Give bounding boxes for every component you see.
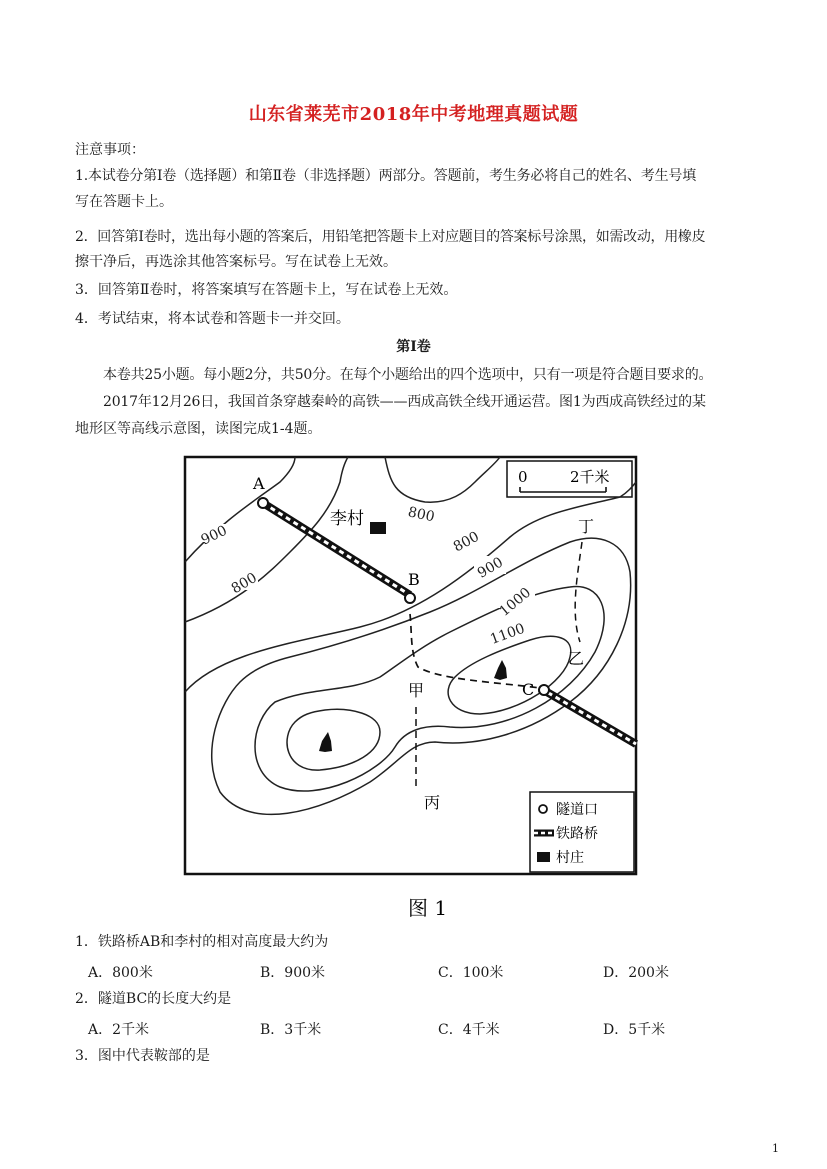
notice-heading: 注意事项： [75,142,145,158]
notice-item-4: 4．考试结束，将本试卷和答题卡一并交回。 [75,311,350,327]
tunnel-portal-C [539,685,549,695]
page-number: 1 [772,1142,779,1155]
place-jia: 甲 [408,681,425,700]
contour-label-1100: 1100 [488,620,528,648]
contour-label-1000: 1000 [496,584,535,620]
passage-line-1: 2017年12月26日，我国首条穿越秦岭的高铁——西成高铁全线开通运营。图1为西成高铁经过的某 [103,394,706,410]
legend [530,792,634,872]
legend-village-label: 村庄 [556,850,584,866]
village-icon [370,522,386,534]
question-3-stem: 3．图中代表鞍部的是 [75,1048,210,1064]
notice-item-3: 3．回答第Ⅱ卷时，将答案填写在答题卡上，写在试卷上无效。 [75,282,458,298]
contour-label-900-west: 900 [198,522,230,549]
section-intro: 本卷共25小题。每小题2分，共50分。在每个小题给出的四个选项中，只有一项是符合题目要求的。 [103,367,713,383]
question-2-option-a[interactable]: A．2千米 [88,1022,150,1038]
scale-distance-label: 2千米 [570,468,610,486]
contour-label-800-middle: 800 [450,528,482,556]
place-bing: 丙 [424,793,441,812]
tunnel-portal-A [258,498,268,508]
question-1-stem: 1．铁路桥AB和李村的相对高度最大约为 [75,934,329,950]
notice-item-1-line-1: 1.本试卷分第Ⅰ卷（选择题）和第Ⅱ卷（非选择题）两部分。答题前，考生务必将自己的姓名、考生号填 [75,168,697,184]
place-ding: 丁 [578,517,595,536]
question-2-option-b[interactable]: B．3千米 [260,1022,322,1038]
legend-village-icon [537,852,550,862]
place-yi: 乙 [568,649,585,668]
question-2-stem: 2．隧道BC的长度大约是 [75,991,232,1007]
legend-bridge-label: 铁路桥 [556,826,598,842]
tunnel-portal-B [405,593,415,603]
question-2-option-c[interactable]: C．4千米 [438,1022,500,1038]
figure-caption: 图 1 [408,896,448,920]
contour-label-800-north: 800 [406,504,436,526]
place-li-village: 李村 [330,509,364,529]
notice-item-2-line-2: 擦干净后，再选涂其他答案标号。写在试卷上无效。 [75,254,397,270]
page-title: 山东省莱芜市2018年中考地理真题试题 [248,104,579,125]
question-1-option-a[interactable]: A．800米 [88,965,153,981]
question-1-option-c[interactable]: C．100米 [438,965,504,981]
point-label-C: C [522,680,535,699]
notice-item-2-line-1: 2．回答第Ⅰ卷时，选出每小题的答案后，用铅笔把答题卡上对应题目的答案标号涂黑，如需改动，用橡皮 [75,229,706,245]
scale-bar [507,461,632,497]
question-2-option-d[interactable]: D．5千米 [603,1022,666,1038]
question-1-option-d[interactable]: D．200米 [603,965,669,981]
scale-zero-label: 0 [518,468,528,486]
notice-item-1-line-2: 写在答题卡上。 [75,194,173,210]
legend-tunnel-label: 隧道口 [556,802,598,818]
passage-line-2: 地形区等高线示意图，读图完成1-4题。 [75,421,322,437]
point-label-B: B [408,570,420,589]
contour-map-figure [180,452,650,932]
point-label-A: A [253,474,265,493]
contour-label-900: 900 [474,554,507,582]
contour-label-800-west: 800 [228,569,260,598]
legend-tunnel-icon [539,805,547,813]
section-heading: 第Ⅰ卷 [396,339,431,355]
question-1-option-b[interactable]: B．900米 [260,965,326,981]
